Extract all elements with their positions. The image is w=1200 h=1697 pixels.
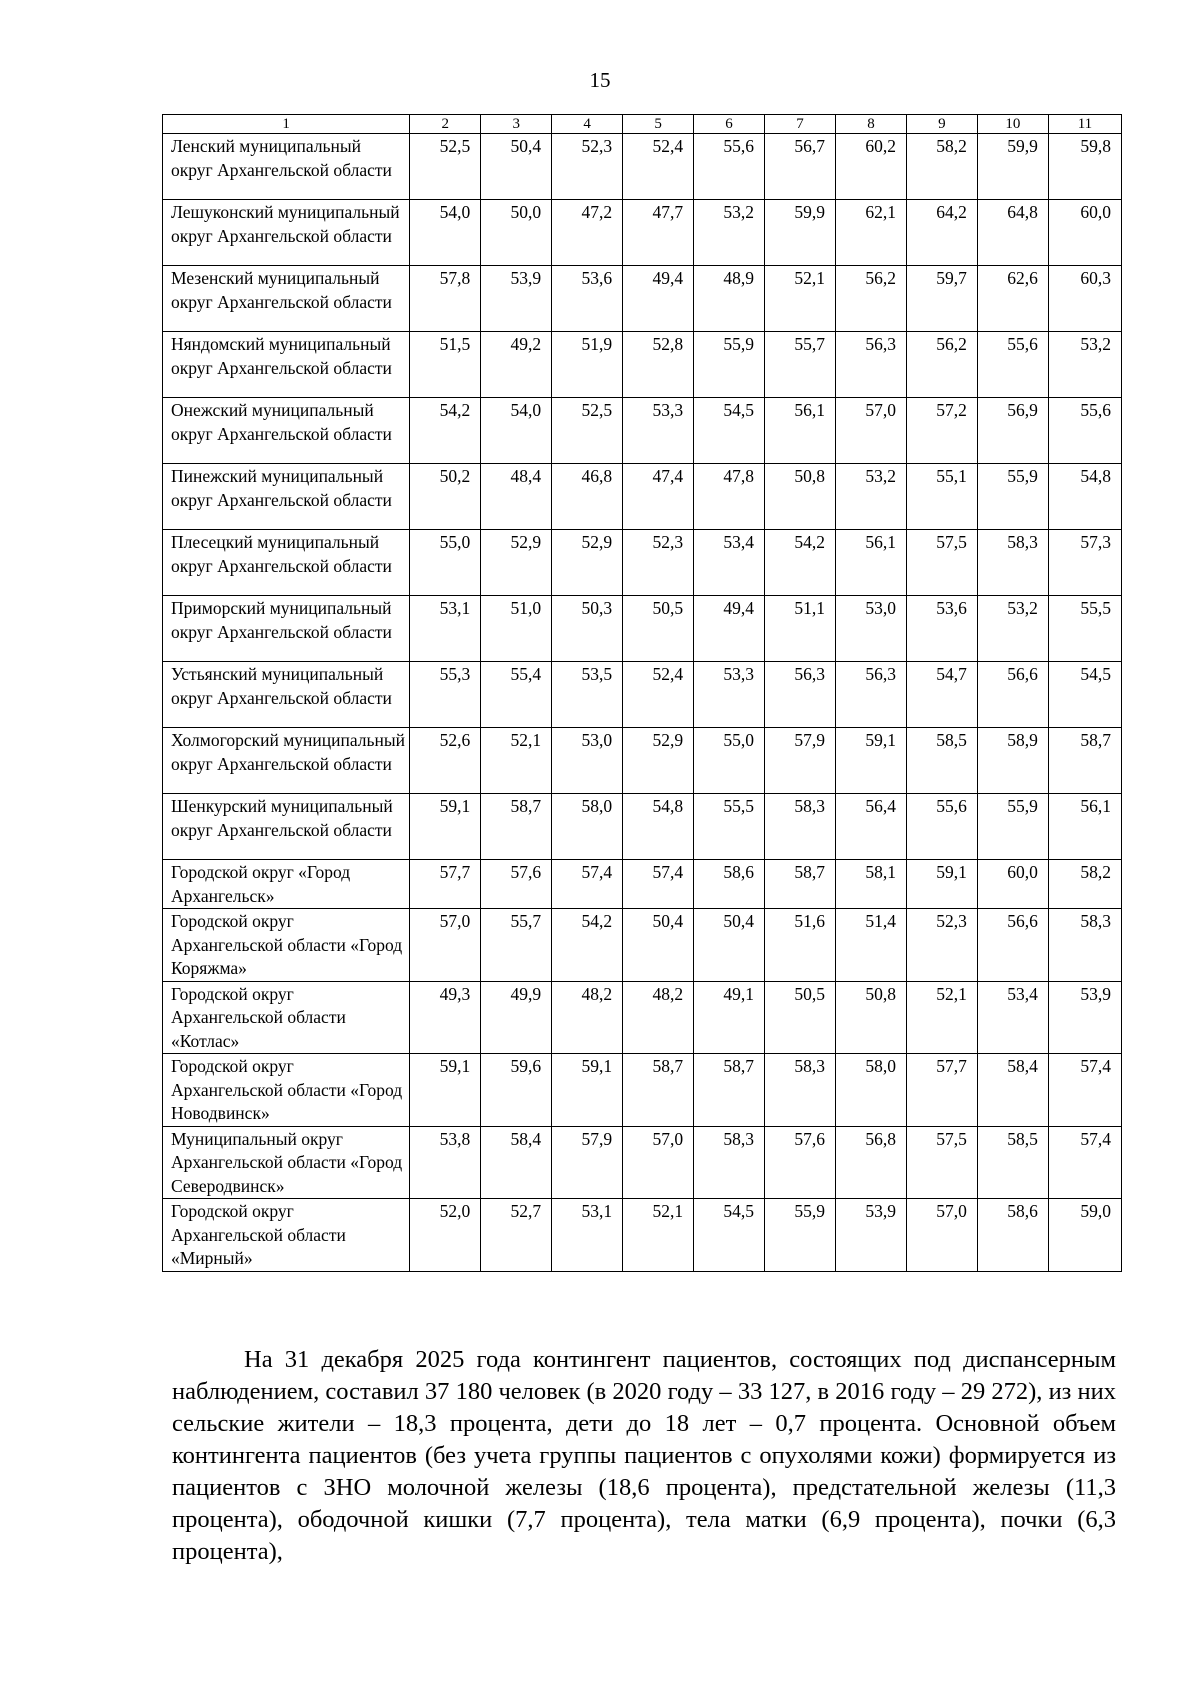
column-number: 7 xyxy=(765,115,836,134)
value-cell: 57,4 xyxy=(552,860,623,909)
value-cell: 50,8 xyxy=(765,464,836,530)
value-cell: 62,6 xyxy=(977,266,1048,332)
row-name-cell: Муниципальный округ Архангельской области «Город Северодвинск» xyxy=(163,1126,410,1199)
value-cell: 56,3 xyxy=(765,662,836,728)
value-cell: 58,6 xyxy=(694,860,765,909)
statistics-table xyxy=(162,114,1122,1272)
value-cell: 55,5 xyxy=(694,794,765,860)
value-cell: 59,9 xyxy=(765,200,836,266)
value-cell: 58,7 xyxy=(1048,728,1121,794)
value-cell: 57,5 xyxy=(906,1126,977,1199)
value-cell: 52,3 xyxy=(623,530,694,596)
column-number: 10 xyxy=(977,115,1048,134)
value-cell: 57,0 xyxy=(623,1126,694,1199)
value-cell: 59,1 xyxy=(552,1054,623,1127)
table-body xyxy=(163,134,1122,1272)
value-cell: 53,3 xyxy=(694,662,765,728)
value-cell: 56,2 xyxy=(835,266,906,332)
value-cell: 53,0 xyxy=(835,596,906,662)
value-cell: 59,6 xyxy=(481,1054,552,1127)
table-row xyxy=(163,266,1122,332)
value-cell: 53,2 xyxy=(835,464,906,530)
value-cell: 56,1 xyxy=(835,530,906,596)
value-cell: 50,0 xyxy=(481,200,552,266)
value-cell: 55,9 xyxy=(694,332,765,398)
value-cell: 52,5 xyxy=(552,398,623,464)
value-cell: 58,3 xyxy=(977,530,1048,596)
value-cell: 58,9 xyxy=(977,728,1048,794)
value-cell: 57,9 xyxy=(765,728,836,794)
row-name-cell: Городской округ Архангельской области «Город Коряжма» xyxy=(163,909,410,982)
value-cell: 49,2 xyxy=(481,332,552,398)
value-cell: 60,2 xyxy=(835,134,906,200)
value-cell: 55,5 xyxy=(1048,596,1121,662)
value-cell: 52,9 xyxy=(552,530,623,596)
value-cell: 56,1 xyxy=(1048,794,1121,860)
column-number: 5 xyxy=(623,115,694,134)
row-name-cell: Холмогорский муниципальный округ Архангельской области xyxy=(163,728,410,794)
value-cell: 49,3 xyxy=(410,981,481,1054)
value-cell: 54,7 xyxy=(906,662,977,728)
value-cell: 59,1 xyxy=(835,728,906,794)
value-cell: 52,1 xyxy=(906,981,977,1054)
value-cell: 53,9 xyxy=(1048,981,1121,1054)
value-cell: 54,5 xyxy=(694,398,765,464)
value-cell: 55,9 xyxy=(977,794,1048,860)
column-number: 9 xyxy=(906,115,977,134)
value-cell: 46,8 xyxy=(552,464,623,530)
value-cell: 52,7 xyxy=(481,1199,552,1272)
value-cell: 57,7 xyxy=(906,1054,977,1127)
value-cell: 55,0 xyxy=(410,530,481,596)
value-cell: 58,3 xyxy=(765,1054,836,1127)
value-cell: 55,6 xyxy=(1048,398,1121,464)
value-cell: 51,9 xyxy=(552,332,623,398)
value-cell: 52,0 xyxy=(410,1199,481,1272)
value-cell: 50,4 xyxy=(481,134,552,200)
value-cell: 58,2 xyxy=(906,134,977,200)
value-cell: 48,4 xyxy=(481,464,552,530)
value-cell: 52,9 xyxy=(481,530,552,596)
value-cell: 50,4 xyxy=(694,909,765,982)
value-cell: 58,5 xyxy=(906,728,977,794)
body-paragraph: На 31 декабря 2025 года контингент пациентов, состоящих под диспансерным наблюдением, составил 37 180 человек (в 2020 году – 33 127, в 2016 году – 29 272), из них сельские жители – 18,3 процента, дети до 18 лет – 0,7 процента. Основной объем контингента пациентов (без учета группы пациентов с опухолями кожи) формируется из пациентов с ЗНО молочной железы (18,6 процента), предстательной железы (11,3 процента), ободочной кишки (7,7 процента), тела матки (6,9 процента), почки (6,3 процента), xyxy=(172,1346,1116,1565)
table-row xyxy=(163,860,1122,909)
value-cell: 57,0 xyxy=(906,1199,977,1272)
value-cell: 58,1 xyxy=(835,860,906,909)
value-cell: 51,4 xyxy=(835,909,906,982)
value-cell: 57,3 xyxy=(1048,530,1121,596)
value-cell: 47,2 xyxy=(552,200,623,266)
value-cell: 58,7 xyxy=(694,1054,765,1127)
value-cell: 57,4 xyxy=(1048,1126,1121,1199)
value-cell: 50,5 xyxy=(623,596,694,662)
value-cell: 57,6 xyxy=(765,1126,836,1199)
value-cell: 53,5 xyxy=(552,662,623,728)
value-cell: 52,9 xyxy=(623,728,694,794)
value-cell: 56,9 xyxy=(977,398,1048,464)
row-name-cell: Городской округ Архангельской области «Город Новодвинск» xyxy=(163,1054,410,1127)
value-cell: 55,4 xyxy=(481,662,552,728)
value-cell: 48,2 xyxy=(552,981,623,1054)
value-cell: 50,2 xyxy=(410,464,481,530)
value-cell: 53,0 xyxy=(552,728,623,794)
value-cell: 56,7 xyxy=(765,134,836,200)
value-cell: 56,4 xyxy=(835,794,906,860)
value-cell: 57,4 xyxy=(623,860,694,909)
value-cell: 58,2 xyxy=(1048,860,1121,909)
value-cell: 50,5 xyxy=(765,981,836,1054)
value-cell: 52,4 xyxy=(623,134,694,200)
value-cell: 49,1 xyxy=(694,981,765,1054)
value-cell: 53,9 xyxy=(835,1199,906,1272)
value-cell: 53,9 xyxy=(481,266,552,332)
row-name-cell: Городской округ Архангельской области «Котлас» xyxy=(163,981,410,1054)
value-cell: 58,3 xyxy=(765,794,836,860)
table-row xyxy=(163,596,1122,662)
value-cell: 58,0 xyxy=(835,1054,906,1127)
column-number: 3 xyxy=(481,115,552,134)
value-cell: 59,1 xyxy=(906,860,977,909)
value-cell: 57,7 xyxy=(410,860,481,909)
value-cell: 53,6 xyxy=(906,596,977,662)
value-cell: 55,9 xyxy=(977,464,1048,530)
value-cell: 58,0 xyxy=(552,794,623,860)
table-row xyxy=(163,332,1122,398)
table-row xyxy=(163,662,1122,728)
value-cell: 49,4 xyxy=(623,266,694,332)
column-number: 1 xyxy=(163,115,410,134)
page-number: 15 xyxy=(589,68,611,92)
value-cell: 58,3 xyxy=(694,1126,765,1199)
value-cell: 49,9 xyxy=(481,981,552,1054)
value-cell: 53,4 xyxy=(694,530,765,596)
table-row xyxy=(163,1054,1122,1127)
row-name-cell: Мезенский муниципальный округ Архангельской области xyxy=(163,266,410,332)
value-cell: 53,2 xyxy=(977,596,1048,662)
table-row xyxy=(163,530,1122,596)
value-cell: 56,8 xyxy=(835,1126,906,1199)
value-cell: 53,3 xyxy=(623,398,694,464)
row-name-cell: Шенкурский муниципальный округ Архангельской области xyxy=(163,794,410,860)
value-cell: 55,9 xyxy=(765,1199,836,1272)
value-cell: 51,0 xyxy=(481,596,552,662)
value-cell: 47,8 xyxy=(694,464,765,530)
value-cell: 58,6 xyxy=(977,1199,1048,1272)
value-cell: 53,8 xyxy=(410,1126,481,1199)
value-cell: 60,3 xyxy=(1048,266,1121,332)
column-number: 8 xyxy=(835,115,906,134)
table-row xyxy=(163,981,1122,1054)
value-cell: 59,9 xyxy=(977,134,1048,200)
value-cell: 57,4 xyxy=(1048,1054,1121,1127)
value-cell: 54,0 xyxy=(410,200,481,266)
value-cell: 56,6 xyxy=(977,662,1048,728)
value-cell: 51,1 xyxy=(765,596,836,662)
value-cell: 58,4 xyxy=(481,1126,552,1199)
value-cell: 57,8 xyxy=(410,266,481,332)
value-cell: 54,2 xyxy=(765,530,836,596)
value-cell: 54,2 xyxy=(410,398,481,464)
table-row xyxy=(163,909,1122,982)
value-cell: 52,5 xyxy=(410,134,481,200)
value-cell: 57,5 xyxy=(906,530,977,596)
table-row xyxy=(163,794,1122,860)
value-cell: 57,9 xyxy=(552,1126,623,1199)
value-cell: 59,8 xyxy=(1048,134,1121,200)
table-row xyxy=(163,1199,1122,1272)
value-cell: 47,4 xyxy=(623,464,694,530)
value-cell: 53,1 xyxy=(410,596,481,662)
value-cell: 53,4 xyxy=(977,981,1048,1054)
value-cell: 56,6 xyxy=(977,909,1048,982)
value-cell: 57,0 xyxy=(835,398,906,464)
row-name-cell: Городской округ «Город Архангельск» xyxy=(163,860,410,909)
value-cell: 55,0 xyxy=(694,728,765,794)
value-cell: 59,1 xyxy=(410,794,481,860)
value-cell: 55,6 xyxy=(906,794,977,860)
table-row xyxy=(163,464,1122,530)
value-cell: 58,7 xyxy=(623,1054,694,1127)
row-name-cell: Пинежский муниципальный округ Архангельской области xyxy=(163,464,410,530)
value-cell: 50,4 xyxy=(623,909,694,982)
value-cell: 54,0 xyxy=(481,398,552,464)
value-cell: 55,7 xyxy=(481,909,552,982)
value-cell: 52,8 xyxy=(623,332,694,398)
value-cell: 58,3 xyxy=(1048,909,1121,982)
value-cell: 58,4 xyxy=(977,1054,1048,1127)
value-cell: 54,2 xyxy=(552,909,623,982)
row-name-cell: Няндомский муниципальный округ Архангельской области xyxy=(163,332,410,398)
value-cell: 56,2 xyxy=(906,332,977,398)
value-cell: 52,1 xyxy=(481,728,552,794)
value-cell: 48,9 xyxy=(694,266,765,332)
value-cell: 52,3 xyxy=(906,909,977,982)
value-cell: 57,2 xyxy=(906,398,977,464)
value-cell: 56,3 xyxy=(835,332,906,398)
row-name-cell: Приморский муниципальный округ Архангельской области xyxy=(163,596,410,662)
value-cell: 52,6 xyxy=(410,728,481,794)
value-cell: 64,8 xyxy=(977,200,1048,266)
value-cell: 62,1 xyxy=(835,200,906,266)
row-name-cell: Онежский муниципальный округ Архангельской области xyxy=(163,398,410,464)
value-cell: 55,7 xyxy=(765,332,836,398)
value-cell: 55,6 xyxy=(977,332,1048,398)
value-cell: 51,5 xyxy=(410,332,481,398)
value-cell: 57,0 xyxy=(410,909,481,982)
value-cell: 51,6 xyxy=(765,909,836,982)
value-cell: 54,5 xyxy=(694,1199,765,1272)
value-cell: 47,7 xyxy=(623,200,694,266)
value-cell: 53,2 xyxy=(1048,332,1121,398)
value-cell: 60,0 xyxy=(1048,200,1121,266)
value-cell: 58,7 xyxy=(481,794,552,860)
column-number: 6 xyxy=(694,115,765,134)
column-number: 2 xyxy=(410,115,481,134)
value-cell: 60,0 xyxy=(977,860,1048,909)
value-cell: 52,1 xyxy=(765,266,836,332)
value-cell: 54,8 xyxy=(1048,464,1121,530)
table-row xyxy=(163,134,1122,200)
table-row xyxy=(163,1126,1122,1199)
value-cell: 55,1 xyxy=(906,464,977,530)
row-name-cell: Лешуконский муниципальный округ Архангельской области xyxy=(163,200,410,266)
value-cell: 55,6 xyxy=(694,134,765,200)
table-row xyxy=(163,200,1122,266)
row-name-cell: Плесецкий муниципальный округ Архангельской области xyxy=(163,530,410,596)
value-cell: 59,7 xyxy=(906,266,977,332)
value-cell: 54,8 xyxy=(623,794,694,860)
table-row xyxy=(163,398,1122,464)
value-cell: 54,5 xyxy=(1048,662,1121,728)
value-cell: 58,5 xyxy=(977,1126,1048,1199)
table-row xyxy=(163,728,1122,794)
table-header-row xyxy=(163,115,1122,134)
value-cell: 53,2 xyxy=(694,200,765,266)
value-cell: 50,8 xyxy=(835,981,906,1054)
row-name-cell: Ленский муниципальный округ Архангельской области xyxy=(163,134,410,200)
value-cell: 59,0 xyxy=(1048,1199,1121,1272)
value-cell: 64,2 xyxy=(906,200,977,266)
value-cell: 49,4 xyxy=(694,596,765,662)
value-cell: 58,7 xyxy=(765,860,836,909)
column-number: 11 xyxy=(1048,115,1121,134)
row-name-cell: Городской округ Архангельской области «Мирный» xyxy=(163,1199,410,1272)
value-cell: 56,1 xyxy=(765,398,836,464)
value-cell: 53,6 xyxy=(552,266,623,332)
value-cell: 57,6 xyxy=(481,860,552,909)
value-cell: 55,3 xyxy=(410,662,481,728)
value-cell: 52,1 xyxy=(623,1199,694,1272)
value-cell: 59,1 xyxy=(410,1054,481,1127)
value-cell: 53,1 xyxy=(552,1199,623,1272)
column-number: 4 xyxy=(552,115,623,134)
value-cell: 56,3 xyxy=(835,662,906,728)
value-cell: 50,3 xyxy=(552,596,623,662)
row-name-cell: Устьянский муниципальный округ Архангельской области xyxy=(163,662,410,728)
value-cell: 52,4 xyxy=(623,662,694,728)
value-cell: 52,3 xyxy=(552,134,623,200)
value-cell: 48,2 xyxy=(623,981,694,1054)
